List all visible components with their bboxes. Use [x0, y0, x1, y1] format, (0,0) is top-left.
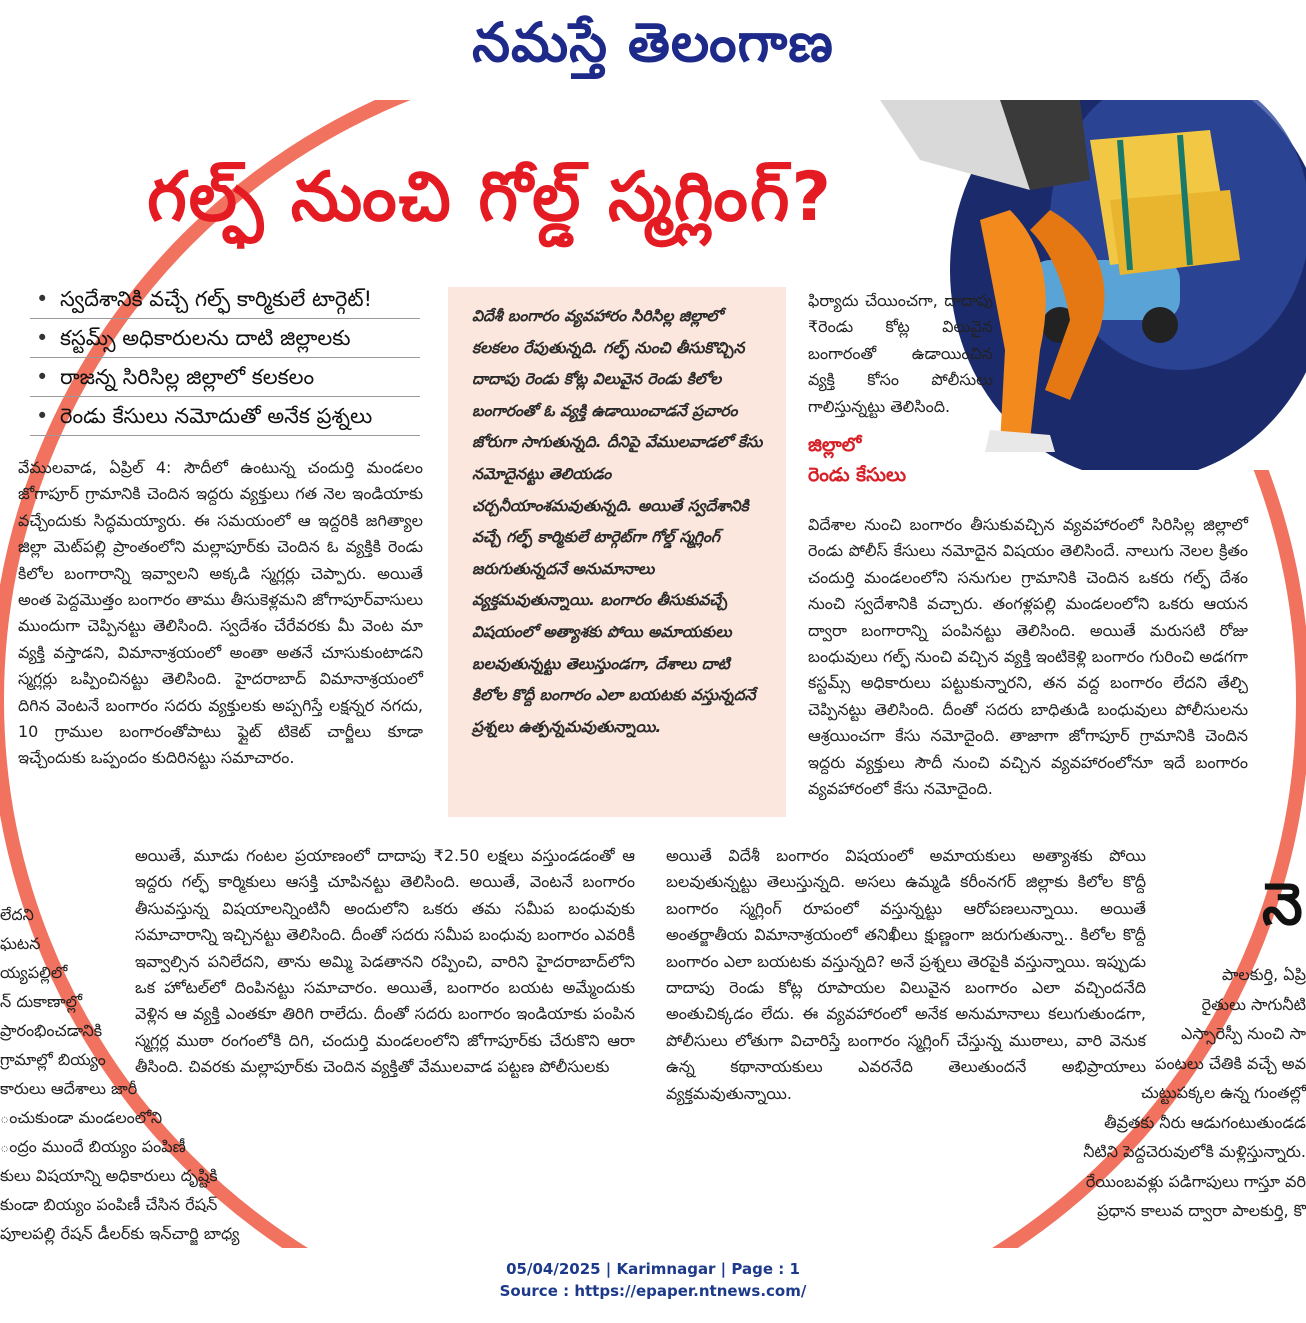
edge-line: కుండా బియ్యం పంపిణీ చేసిన రేషన్: [0, 1195, 218, 1214]
edge-line: న్ దుకాణాల్లో: [0, 992, 83, 1011]
edge-line: పాలకుర్తి, ఏప్రి: [1221, 965, 1306, 984]
edge-line: రేయింబవళ్లు పడిగాపులు గాస్తూ వరి: [1085, 1171, 1306, 1191]
bullet-list: [30, 280, 420, 436]
edge-line: లేదని: [0, 905, 34, 924]
subhead-line2: రెండు కేసులు: [808, 464, 907, 486]
edge-line: ఘటన: [0, 934, 41, 953]
edge-line: పూలపల్లి రేషన్ డీలర్‌కు ఇన్‌చార్జి బాధ్య: [0, 1224, 240, 1243]
column-right-top: [808, 288, 993, 420]
subhead: [808, 430, 988, 490]
column-center-text: అయితే, మూడు గంటల ప్రయాణంలో దాదాపు ₹2.50 లక్షలు వస్తుండడంతో ఆ ఇద్దరు గల్ఫ్ కార్మికులు ఆసక్తి చూపినట్టు తెలిసింది. అయితే, వెంటనే బంగారం తీసువస్తున్న విషయాలన్నింటినీ అందులోని ఒకరు తమ సమీప బంధువుకు సమాచారాన్ని ఇచ్చినట్టు తెలిసింది. దీంతో సదరు సమీప బంధువు బంగారం ఎవరికీ ఇవ్వాల్సిన పనిలేదని, తాను అమ్మి పెడతానని రప్పించి, వారిని హైదరాబాద్‌లోని ఒక హోటల్‌లో దింపినట్టు సమాచారం. అయితే, బంగారం బయట అమ్మేందుకు వెళ్లిన ఆ వ్యక్తి ఎంతకూ తిరిగి రాలేదు. దీంతో సదరు బంగారం ఇండియాకు పంపిన స్మగ్లర్ల ముఠా రంగంలోకి దిగి, చందుర్తి మండలంలోని జోగాపూర్‌కు చేరుకొని ఆరా తీసింది. చివరకు మల్లాపూర్‌కు చెందిన వ్యక్తితో వేములవాడ పట్టణ పోలీసులకు: [135, 846, 635, 1077]
edge-right-heading: నె: [1262, 870, 1303, 938]
edge-line: నీటిని పెద్దచెరువులోకి మళ్లిస్తున్నారు.: [1083, 1142, 1306, 1161]
highlight-box: [448, 287, 786, 817]
edge-line: రైతులు సాగునీటి: [1201, 994, 1306, 1014]
edge-line: తీవ్రతకు నీరు ఆడుగంటుతుండడ: [1104, 1112, 1306, 1132]
edge-line: ప్రారంభించడానికి: [0, 1021, 103, 1040]
footer-date-edition: 05/04/2025 | Karimnagar | Page : 1: [506, 1260, 800, 1278]
column-right: [808, 512, 1248, 802]
edge-line: గ్రామాల్లో బియ్యం: [0, 1050, 106, 1069]
headline: గల్ఫ్ నుంచి గోల్డ్ స్మగ్లింగ్?: [147, 158, 833, 237]
masthead: [0, 0, 1306, 96]
masthead-title: నమస్తే తెలంగాణ: [472, 10, 834, 74]
bullet-item: • రెండు కేసులు నమోదుతో అనేక ప్రశ్నలు: [30, 397, 420, 436]
column-right-bottom: [666, 843, 1146, 1107]
column-left-text: వేములవాడ, ఏప్రిల్ 4: సౌదీలో ఉంటున్న చందుర్తి మండలం జోగాపూర్ గ్రామానికి చెందిన ఇద్దరు వ్యక్తులు గత నెల ఇండియాకు వచ్చేందుకు సిద్ధమయ్యారు. ఈ సమయంలో ఆ ఇద్దరికి జగిత్యాల జిల్లా మెట్‌పల్లి ప్రాంతంలోని మల్లాపూర్‌కు చెందిన ఓ వ్యక్తికి రెండు కిలోల బంగారాన్ని ఇవ్వాలని అక్కడి స్మగ్లర్లు చెప్పారు. అయితే అంత పెద్దమొత్తం బంగారం తాము తీసుకెళ్లమని జోగాపూర్‌వాసులు ముందుగా చెప్పినట్టు తెలిసింది. స్వదేశం చేరేవరకు మీ వెంట మా వ్యక్తి వస్తాడని, విమానాశ్రయంలో అంతా అతనే చూసుకుంటాడని స్మగ్లర్లు ఒప్పించినట్టు తెలిసింది. హైదరాబాద్ విమానాశ్రయంలో దిగిన వెంటనే బంగారం సదరు వ్యక్తులకు అప్పగిస్తే లక్షన్నర నగదు, 10 గ్రాముల బంగారంతోపాటు ఫ్లైట్ టికెట్ చార్జీలు కూడా ఇచ్చేందుకు ఒప్పందం కుదిరినట్టు సమాచారం.: [18, 458, 423, 768]
bullet-item: • స్వదేశానికి వచ్చే గల్ఫ్ కార్మికులే టార్గెట్!: [30, 280, 420, 319]
highlight-text: విదేశీ బంగారం వ్యవహారం సిరిసిల్ల జిల్లాలో కలకలం రేపుతున్నది. గల్ఫ్ నుంచి తీసుకొచ్చిన దాదాపు రెండు కోట్ల విలువైన రెండు కిలోల బంగారంతో ఓ వ్యక్తి ఉడాయించాడనే ప్రచారం జోరుగా సాగుతున్నది. దీనిపై వేములవాడలో కేసు నమోదైనట్టు తెలియడం చర్చనీయాంశమవుతున్నది. అయితే స్వదేశానికి వచ్చే గల్ఫ్ కార్మికులే టార్గెట్‌గా గోల్డ్ స్మగ్లింగ్ జరుగుతున్నదనే అనుమానాలు వ్యక్తమవుతున్నాయి. బంగారం తీసుకువచ్చే విషయంలో అత్యాశకు పోయి అమాయకులు బలవుతున్నట్టు తెలుస్తుండగా, దేశాలు దాటి కిలోల కొద్దీ బంగారం ఎలా బయటకు వస్తున్నదనే ప్రశ్నలు ఉత్పన్నమవుతున్నాయి.: [472, 307, 763, 736]
edge-line: ఎస్సారెస్పీ నుంచి సా: [1180, 1024, 1306, 1043]
column-right-top-text: ఫిర్యాదు చేయించగా, దాదాపు ₹రెండు కోట్ల విలువైన బంగారంతో ఉడాయించిన వ్యక్తి కోసం పోలీసులు గాలిస్తున్నట్టు తెలిసింది.: [808, 291, 993, 416]
edge-line: ంచుకుండా మండలంలోని: [0, 1108, 163, 1127]
bullet-item: • కస్టమ్స్ అధికారులను దాటి జిల్లాలకు: [30, 319, 420, 358]
bullet-item: • రాజన్న సిరిసిల్ల జిల్లాలో కలకలం: [30, 358, 420, 397]
edge-line: ంద్రం ముందే బియ్యం పంపిణీ: [0, 1137, 186, 1156]
edge-line: ప్రధాన కాలువ ద్వారా పాలకుర్తి, కొ: [1097, 1201, 1306, 1220]
footer: [0, 1258, 1306, 1302]
edge-line: య్యపల్లిలో: [0, 963, 68, 982]
column-center: [135, 843, 635, 1081]
news-clipping: [0, 100, 1306, 1248]
edge-line: చుట్టుపక్కల ఉన్న గుంతల్లో: [1141, 1083, 1306, 1102]
edge-line: కులు విషయాన్ని అధికారులు దృష్టికి: [0, 1166, 218, 1185]
column-right-bottom-text: అయితే విదేశీ బంగారం విషయంలో అమాయకులు అత్యాశకు పోయి బలవుతున్నట్టు తెలుస్తున్నది. అసలు ఉమ్మడి కరీంనగర్ జిల్లాకు కిలోల కొద్దీ బంగారం స్మగ్లింగ్ రూపంలో వస్తున్నట్టు ఆరోపణలున్నాయి. అయితే అంతర్జాతీయ విమానాశ్రయంలో తనిఖీలు క్షుణ్ణంగా జరుగుతున్నా.. కిలోల కొద్దీ బంగారం ఎలా బయటకు వస్తున్నది? అనే ప్రశ్నలు తెరపైకి వస్తున్నాయి. ఇప్పుడు దాదాపు రెండు కోట్ల రూపాయల విలువైన బంగారం ఎలా వచ్చిందనేది అంతుచిక్కడం లేదు. ఈ వ్యవహారంలో అనేక అనుమానాలు కలుగుతుండగా, పోలీసులు లోతుగా విచారిస్తే బంగారం స్మగ్లింగ్ చేస్తున్న ముఠాలు, వారి వెనుక ఉన్న కథానాయకులు ఎవరనేది తెలుతుందనే అభిప్రాయాలు వ్యక్తమవుతున్నాయి.: [666, 846, 1146, 1103]
subhead-line1: జిల్లాలో: [808, 434, 862, 456]
edge-line: పంటలు చేతికి వచ్చే అవ: [1155, 1053, 1306, 1073]
column-right-text: విదేశాల నుంచి బంగారం తీసుకువచ్చిన వ్యవహారంలో సిరిసిల్ల జిల్లాలో రెండు పోలీస్ కేసులు నమోదైన విషయం తెలిసిందే. నాలుగు నెలల క్రితం చందుర్తి మండలంలోని సనుగుల గ్రామానికి చెందిన ఒకరు గల్ఫ్ దేశం నుంచి స్వదేశానికి వచ్చారు. తంగళ్లపల్లి మండలంలోని ఒకరు ఆయన ద్వారా బంగారాన్ని పంపినట్టు తెలిసింది. అయితే మరుసటి రోజు బంధువులు గల్ఫ్ నుంచి వచ్చిన వ్యక్తి ఇంటికెళ్లి బంగారం గురించి అడగగా కస్టమ్స్ అధికారులు పట్టుకున్నారని, తన వద్ద బంగారం లేదని తేల్చి చెప్పినట్టు తెలిసింది. దీంతో సదరు బాధితుడి బంధువులు పోలీసులను ఆశ్రయించగా కేసు నమోదైంది. తాజాగా జోగాపూర్ గ్రామానికి చెందిన ఇద్దరు వ్యక్తులు సౌదీ నుంచి వచ్చిన వ్యవహారంలోనూ ఇదే బంగారం వ్యవహారంలో కేసు నమోదైంది.: [808, 515, 1248, 799]
column-left: [18, 455, 423, 772]
edge-line: కారులు ఆదేశాలు జారీ: [0, 1079, 138, 1098]
footer-source: Source : https://epaper.ntnews.com/: [499, 1282, 807, 1300]
